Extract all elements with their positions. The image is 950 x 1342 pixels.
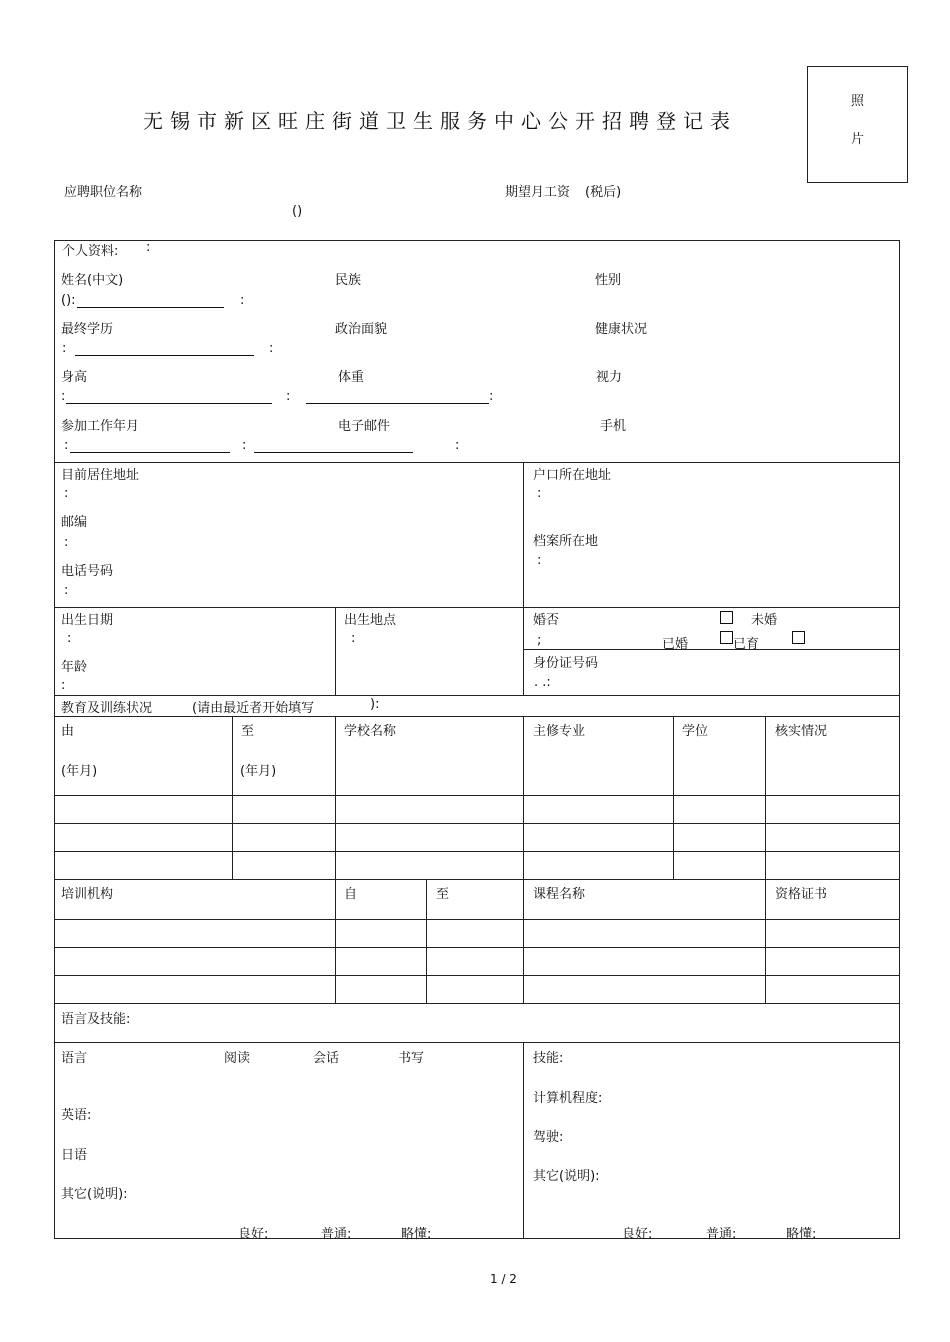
ethnicity-colon: :: [240, 293, 245, 308]
birth-date-colon: :: [67, 631, 72, 646]
position-label: 应聘职位名称: [64, 185, 143, 200]
weight-colon: :: [286, 389, 291, 404]
email-label: 电子邮件: [338, 419, 391, 434]
other-lang-label: 其它(说明):: [61, 1187, 128, 1202]
ethnicity-label: 民族: [335, 273, 362, 288]
hukou-colon: :: [537, 486, 542, 501]
photo-box: [807, 66, 908, 183]
height-label: 身高: [61, 370, 88, 385]
edu-to-header: 至: [241, 724, 255, 739]
personal-section-colon: :: [146, 240, 151, 255]
photo-label-1: 照: [851, 94, 865, 109]
unmarried-label: 未婚: [751, 613, 778, 628]
lang-header: 语言: [61, 1051, 88, 1066]
training-from-header: 自: [344, 887, 358, 902]
personal-section-label: 个人资料:: [62, 244, 119, 259]
skill-label: 技能:: [533, 1051, 564, 1066]
age-colon: :: [61, 678, 66, 693]
current-address-label: 目前居住地址: [61, 468, 140, 483]
phone-colon: :: [64, 583, 69, 598]
postcode-colon: :: [64, 535, 69, 550]
salary-note: (税后): [585, 185, 622, 200]
height-field[interactable]: [66, 403, 272, 404]
height-colon: :: [61, 389, 66, 404]
unmarried-checkbox[interactable]: [720, 611, 733, 624]
hukou-label: 户口所在地址: [533, 468, 612, 483]
mobile-label: 手机: [600, 419, 627, 434]
id-mark: . .:: [534, 675, 551, 690]
current-address-colon: :: [64, 486, 69, 501]
political-label: 政治面貌: [335, 322, 388, 337]
health-label: 健康状况: [595, 322, 648, 337]
form-frame: [54, 240, 900, 1239]
vision-label: 视力: [596, 370, 623, 385]
id-label: 身份证号码: [533, 656, 599, 671]
education-label: 最终学历: [61, 322, 114, 337]
education-section-label: 教育及训练状况: [61, 701, 153, 716]
vision-colon: :: [489, 389, 494, 404]
email-field[interactable]: [254, 452, 413, 453]
photo-label-2: 片: [851, 132, 865, 147]
write-header: 书写: [398, 1051, 425, 1066]
read-header: 阅读: [224, 1051, 251, 1066]
training-cert-header: 资格证书: [775, 887, 828, 902]
gender-label: 性别: [595, 273, 622, 288]
skill-basic: 略懂:: [786, 1227, 817, 1242]
work-start-colon: :: [64, 438, 69, 453]
marriage-semicolon: ;: [537, 633, 542, 648]
training-course-header: 课程名称: [533, 887, 586, 902]
edu-from-header: 由: [61, 724, 75, 739]
birth-place-label: 出生地点: [344, 613, 397, 628]
lang-basic: 略懂:: [401, 1227, 432, 1242]
computer-label: 计算机程度:: [533, 1091, 603, 1106]
edu-school-header: 学校名称: [344, 724, 397, 739]
salary-label: 期望月工资: [505, 185, 571, 200]
skill-normal: 普通:: [706, 1227, 737, 1242]
weight-field[interactable]: [306, 403, 489, 404]
education-field[interactable]: [75, 355, 254, 356]
work-start-label: 参加工作年月: [61, 419, 140, 434]
has-child-label: 已育: [733, 637, 760, 652]
political-colon: :: [269, 341, 274, 356]
has-child-checkbox[interactable]: [792, 631, 805, 644]
edu-degree-header: 学位: [682, 724, 709, 739]
japanese-label: 日语: [61, 1148, 88, 1163]
name-field[interactable]: [77, 307, 224, 308]
weight-label: 体重: [338, 370, 365, 385]
education-section-note: (请由最近者开始填写: [192, 701, 315, 716]
edu-verify-header: 核实情况: [775, 724, 828, 739]
archive-label: 档案所在地: [533, 534, 599, 549]
name-paren: ():: [61, 293, 76, 308]
edu-to-unit: (年月): [240, 764, 277, 779]
training-to-header: 至: [436, 887, 450, 902]
training-org-header: 培训机构: [61, 887, 114, 902]
page-number: 1 / 2: [490, 1272, 517, 1286]
name-label: 姓名(中文): [61, 273, 124, 288]
driving-label: 驾驶:: [533, 1130, 564, 1145]
lang-normal: 普通:: [321, 1227, 352, 1242]
edu-from-unit: (年月): [61, 764, 98, 779]
archive-colon: :: [537, 553, 542, 568]
phone-label: 电话号码: [61, 564, 114, 579]
education-section-end: ):: [370, 697, 380, 712]
speak-header: 会话: [313, 1051, 340, 1066]
birth-date-label: 出生日期: [61, 613, 114, 628]
postcode-label: 邮编: [61, 515, 88, 530]
marriage-label: 婚否: [533, 613, 560, 628]
header-paren: (): [292, 204, 303, 219]
mobile-colon: :: [455, 438, 460, 453]
married-label: 已婚: [662, 637, 689, 652]
skill-good: 良好:: [622, 1227, 653, 1242]
email-colon: :: [242, 438, 247, 453]
work-start-field[interactable]: [70, 452, 230, 453]
lang-good: 良好:: [238, 1227, 269, 1242]
age-label: 年龄: [61, 660, 88, 675]
married-checkbox[interactable]: [720, 631, 733, 644]
education-colon: :: [62, 341, 67, 356]
english-label: 英语:: [61, 1108, 92, 1123]
page-title: 无锡市新区旺庄街道卫生服务中心公开招聘登记表: [143, 109, 737, 133]
edu-major-header: 主修专业: [533, 724, 586, 739]
other-skill-label: 其它(说明):: [533, 1169, 600, 1184]
birth-place-colon: :: [351, 631, 356, 646]
skills-section-label: 语言及技能:: [61, 1012, 131, 1027]
